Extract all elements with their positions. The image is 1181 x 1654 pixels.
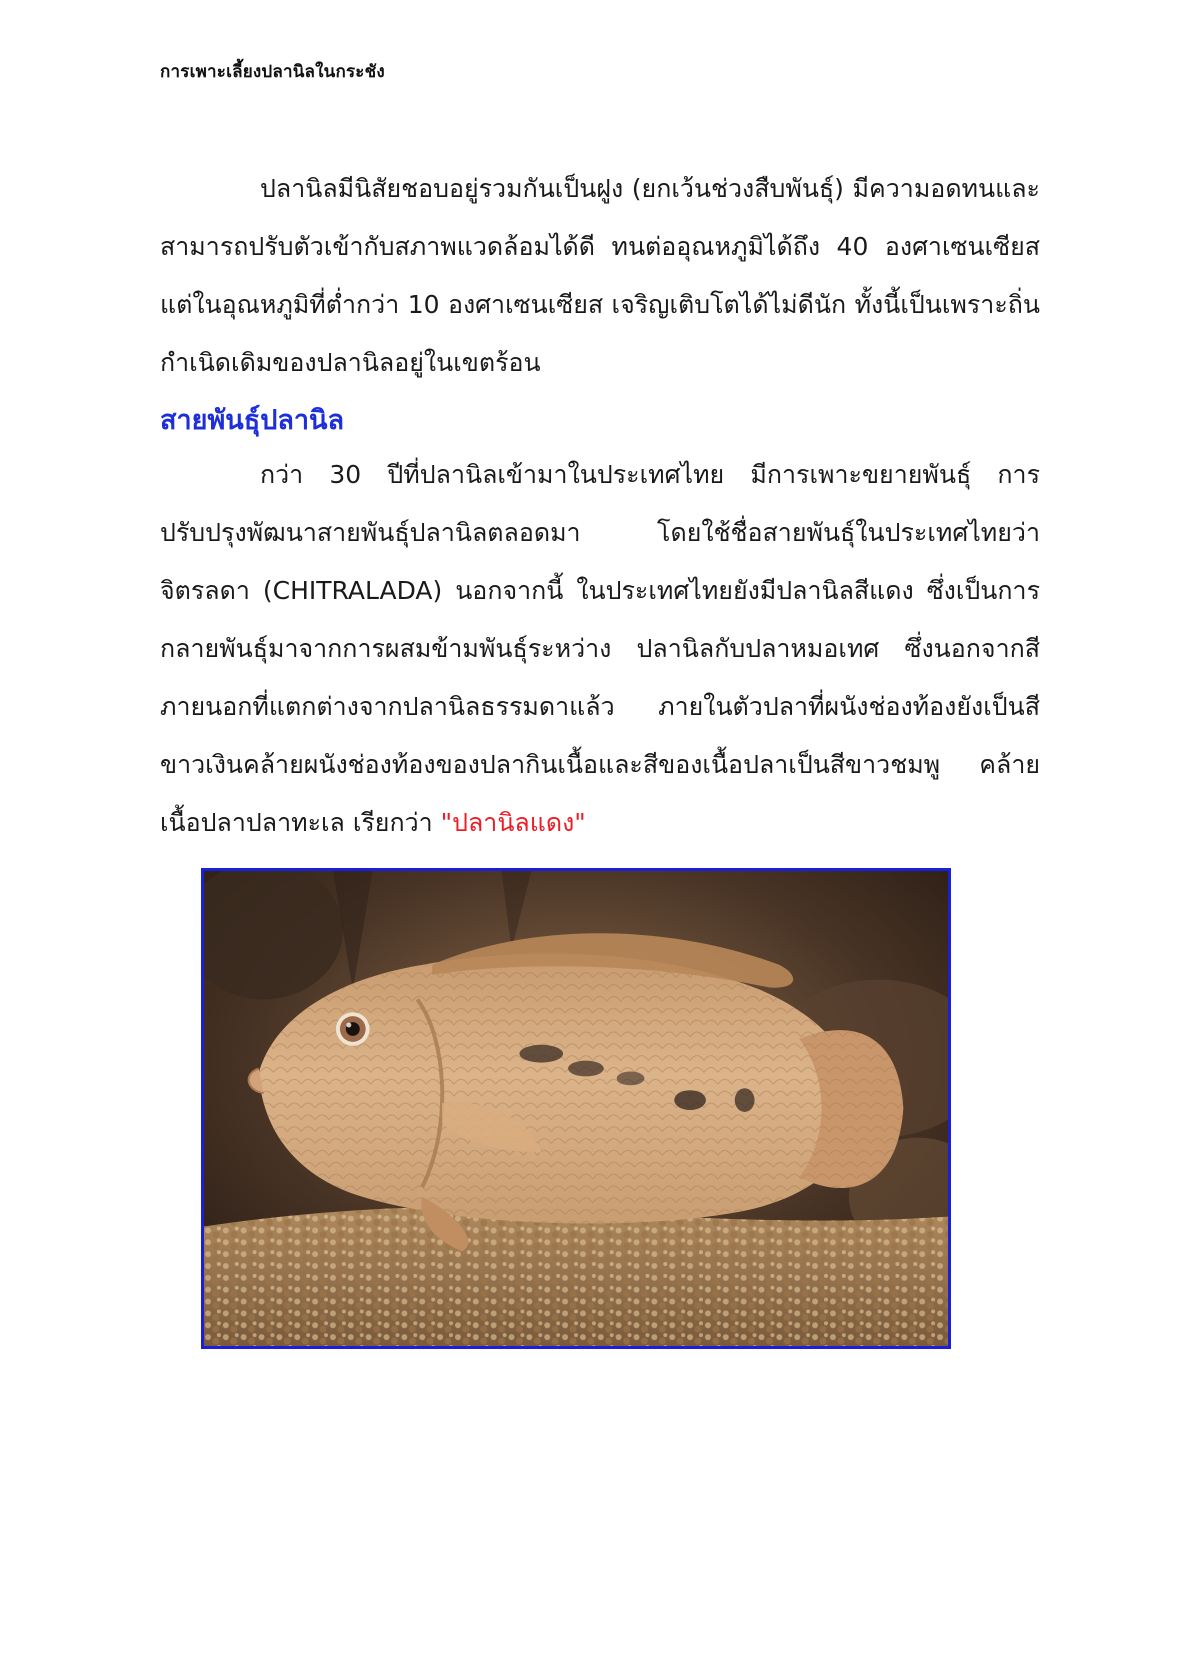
tilapia-photo	[201, 868, 951, 1349]
red-tilapia-illustration	[204, 871, 948, 1346]
document-body	[160, 160, 1040, 852]
paragraph-strains	[160, 446, 1040, 852]
paragraph-strains-text: กว่า 30 ปีที่ปลานิลเข้ามาในประเทศไทย มีการเพาะขยายพันธุ์ การปรับปรุงพัฒนาสายพันธุ์ปลานิลตลอดมา โดยใช้ชื่อสายพันธุ์ในประเทศไทยว่า จิตรลดา (CHITRALADA) นอกจากนี้ ในประเทศไทยยังมีปลานิลสีแดง ซึ่งเป็นการกลายพันธุ์มาจากการผสมข้ามพันธุ์ระหว่าง ปลานิลกับปลาหมอเทศ ซึ่งนอกจากสีภายนอกที่แตกต่างจากปลานิลธรรมดาแล้ว ภายในตัวปลาที่ผนังช่องท้องยังเป็นสีขาวเงินคล้ายผนังช่องท้องของปลากินเนื้อและสีของเนื้อปลาเป็นสีขาวชมพู คล้ายเนื้อปลาปลาทะเล เรียกว่า	[160, 460, 1040, 837]
section-title: สายพันธุ์ปลานิล	[160, 405, 345, 436]
paragraph-behavior: ปลานิลมีนิสัยชอบอยู่รวมกันเป็นฝูง (ยกเว้นช่วงสืบพันธุ์) มีความอดทนและสามารถปรับตัวเข้ากับสภาพแวดล้อมได้ดี ทนต่ออุณหภูมิได้ถึง 40 องศาเซนเซียส แต่ในอุณหภูมิที่ต่ำกว่า 10 องศาเซนเซียส เจริญเติบโตได้ไม่ดีนัก ทั้งนี้เป็นเพราะถิ่นกำเนิดเดิมของปลานิลอยู่ในเขตร้อน	[160, 174, 1040, 377]
running-header: การเพาะเลี้ยงปลานิลในกระชัง	[160, 62, 385, 82]
red-tilapia-term: "ปลานิลแดง"	[440, 808, 586, 837]
